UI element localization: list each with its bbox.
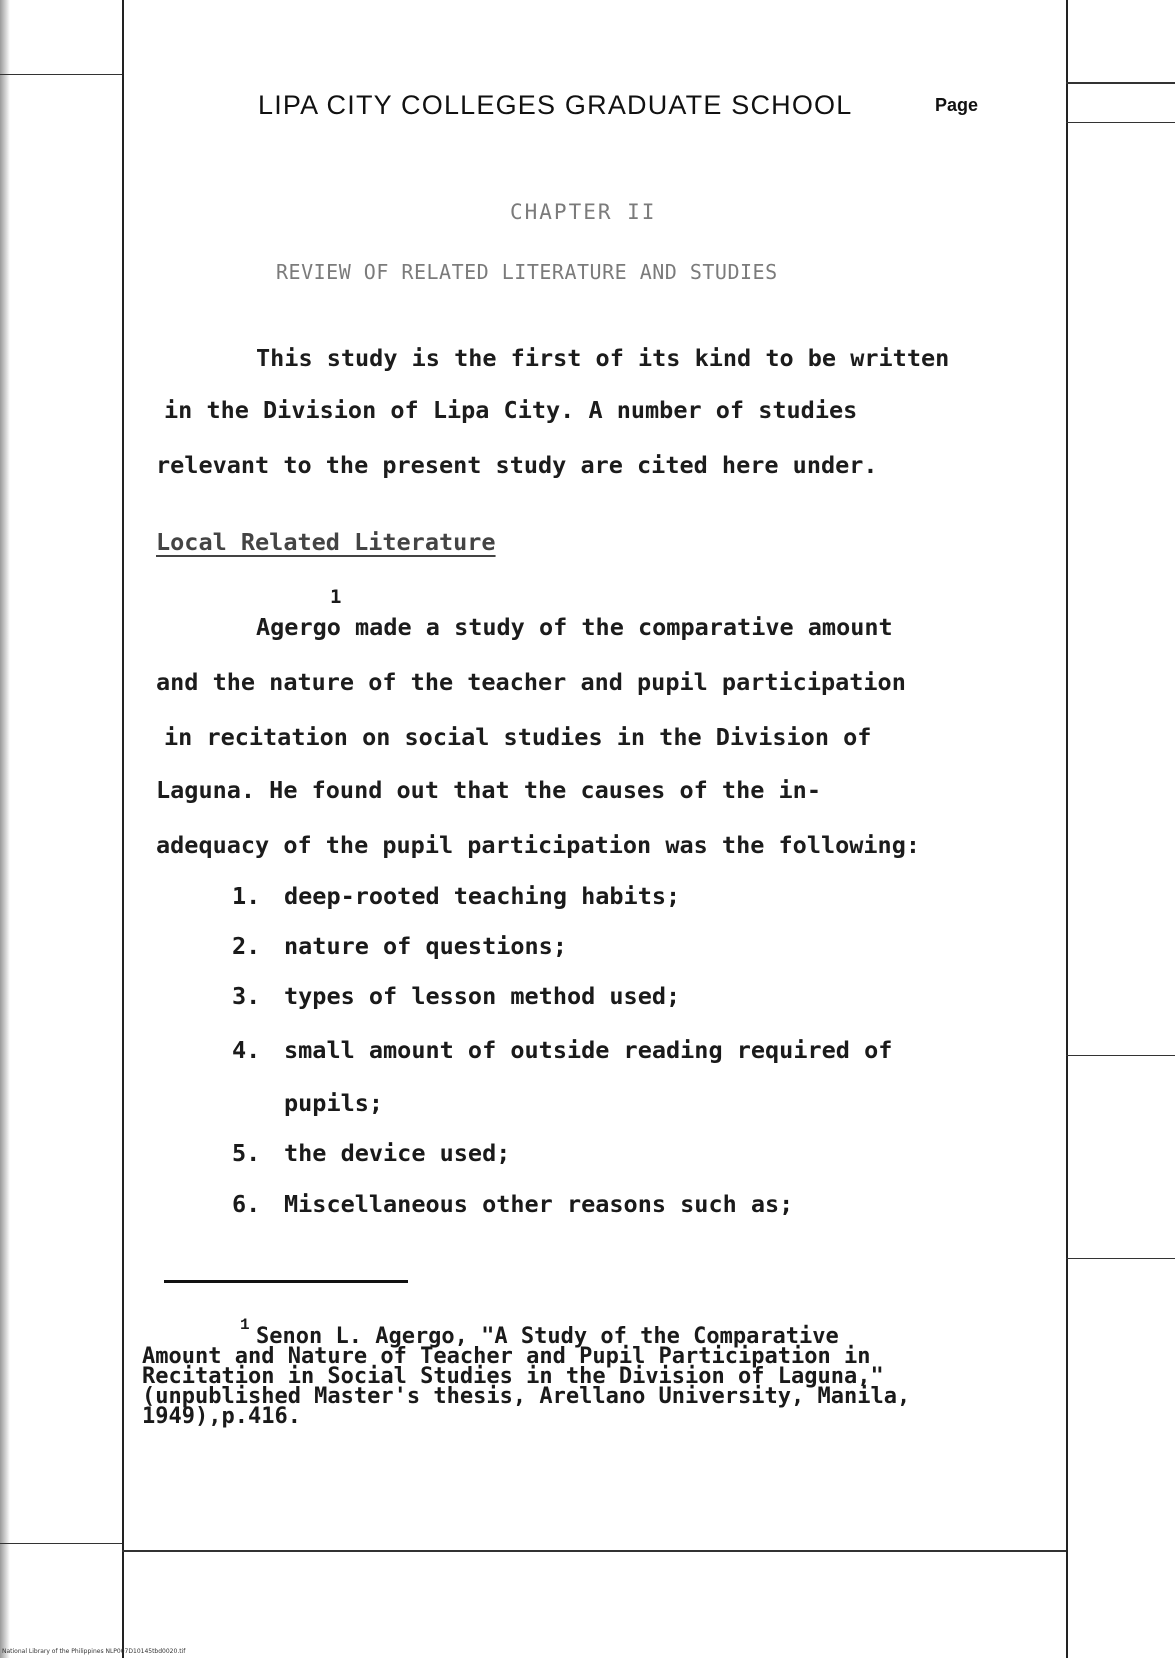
header-rule-left [0, 74, 122, 75]
para-line: and the nature of the teacher and pupil participation [156, 668, 906, 696]
chapter-title: REVIEW OF RELATED LITERATURE AND STUDIES [276, 260, 778, 284]
header-rule-right [1066, 82, 1175, 84]
lower-rule-right [1066, 1258, 1175, 1259]
left-margin-rule [122, 0, 124, 1658]
right-margin-rule [1066, 0, 1068, 1658]
list-item-number: 4. [232, 1036, 261, 1064]
list-item-text: the device used; [284, 1139, 511, 1167]
footnote-rule [164, 1280, 408, 1283]
page-label: Page [934, 95, 978, 115]
footnote-line: (unpublished Master's thesis, Arellano University, Manila, [142, 1384, 911, 1409]
chapter-number: CHAPTER II [510, 200, 657, 224]
footnote-line: 1949),p.416. [142, 1404, 301, 1429]
intro-line: relevant to the present study are cited here under. [156, 451, 878, 479]
footnote-reference: 1 [330, 586, 342, 608]
footnote-mark: 1 [240, 1316, 250, 1334]
letterhead [258, 90, 978, 130]
school-name: LIPA CITY COLLEGES GRADUATE SCHOOL [258, 90, 853, 120]
scan-edge [0, 0, 10, 1658]
list-item-number: 6. [232, 1190, 261, 1218]
para-line: made a study of the comparative amount [340, 613, 893, 641]
footnote-line: Amount and Nature of Teacher and Pupil Participation in [142, 1344, 871, 1369]
para-first-line [256, 613, 893, 641]
bottom-rule [122, 1550, 1066, 1552]
list-item-text: Miscellaneous other reasons such as; [284, 1190, 794, 1218]
footnote-line: Recitation in Social Studies in the Division of Laguna," [142, 1364, 884, 1389]
mid-rule-right [1066, 1055, 1175, 1056]
para-line: adequacy of the pupil participation was the following: [156, 831, 921, 859]
footnote-line: Senon L. Agergo, "A Study of the Comparative [256, 1324, 839, 1349]
bottom-rule-left [0, 1543, 122, 1544]
list-item-text: small amount of outside reading required of [284, 1036, 893, 1064]
header-rule-right-lower [1066, 122, 1175, 123]
list-item-number: 3. [232, 982, 261, 1010]
list-item-continuation: pupils; [284, 1089, 384, 1117]
para-line: Laguna. He found out that the causes of the in- [156, 776, 821, 804]
list-item-number: 5. [232, 1139, 261, 1167]
list-item-text: deep-rooted teaching habits; [284, 882, 681, 910]
list-item-number: 2. [232, 932, 261, 960]
para-line: in recitation on social studies in the Division of [164, 723, 872, 751]
list-item-text: nature of questions; [284, 932, 567, 960]
scan-label: National Library of the Philippines NLP007D10145tbd0020.tif [2, 1648, 186, 1655]
list-item-text: types of lesson method used; [284, 982, 681, 1010]
intro-line: This study is the first of its kind to be written [256, 344, 950, 372]
para-author: Agergo [256, 613, 341, 641]
list-item-number: 1. [232, 882, 261, 910]
section-heading: Local Related Literature [156, 528, 496, 556]
intro-line: in the Division of Lipa City. A number of studies [164, 396, 858, 424]
